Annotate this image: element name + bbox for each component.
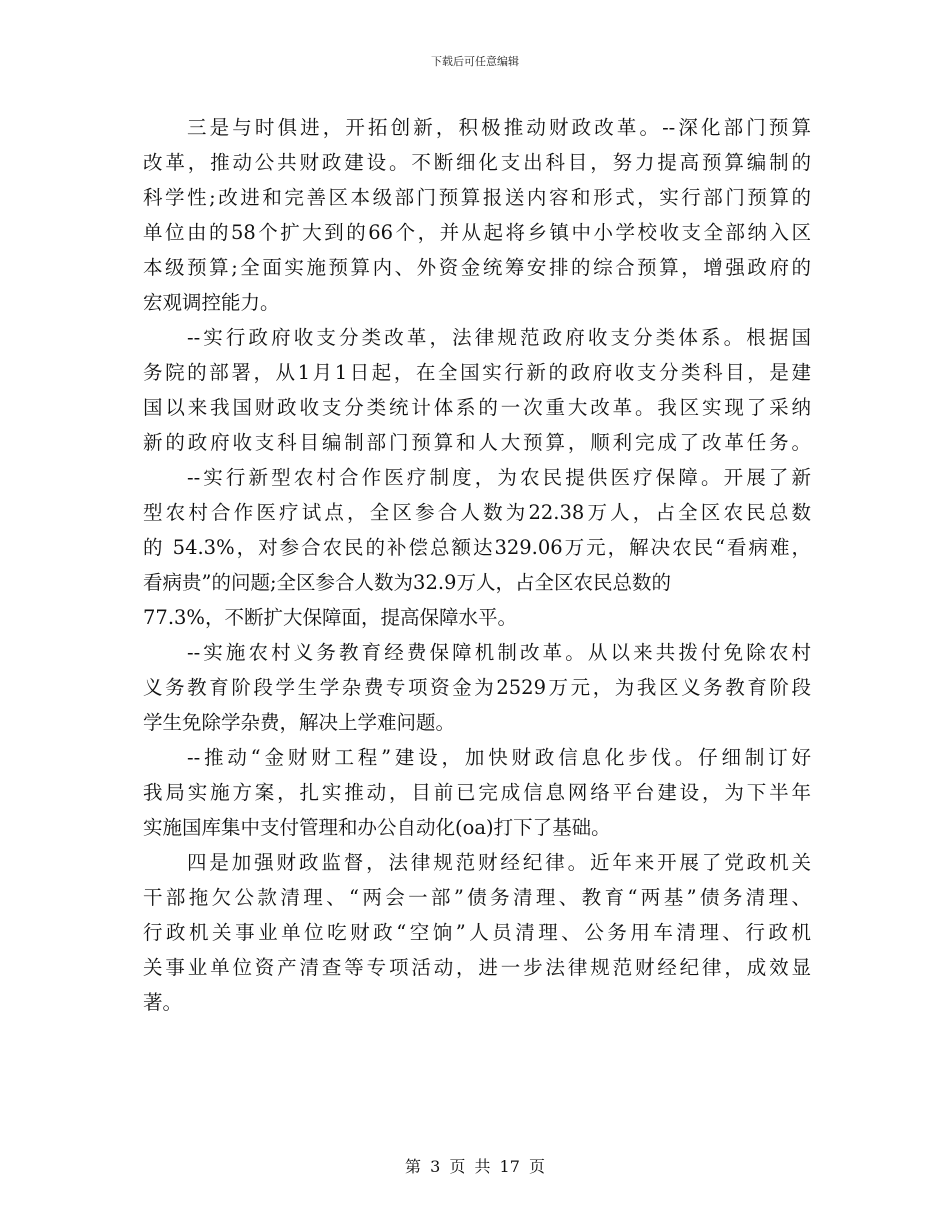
text-line: 三是与时俱进，开拓创新，积极推动财政改革。--深化部门预算 [187,116,811,139]
text-line: 四是加强财政监督，法律规范财经纪律。近年来开展了党政机关 [187,851,811,874]
text-line: --推动“金财财工程”建设，加快财政信息化步伐。仔细制订好 [187,746,811,769]
text-line: 国以来我国财政收支分类统计体系的一次重大改革。我区实现了采纳 [143,396,811,419]
text-line: 干部拖欠公款清理、“两会一部”债务清理、教育“两基”债务清理、 [143,886,811,909]
page-footer [0,1154,950,1177]
text-line: 义务教育阶段学生学杂费专项资金为2529万元，为我区义务教育阶段 [143,676,811,699]
text-line: --实行政府收支分类改革，法律规范政府收支分类体系。根据国 [187,326,811,349]
page-header [0,53,950,69]
text-line: 关事业单位资产清查等专项活动，进一步法律规范财经纪律，成效显 [143,956,811,979]
text-line: 的 54.3%，对参合农民的补偿总额达329.06万元，解决农民“看病难， [143,536,811,559]
text-line: 务院的部署，从1月1日起，在全国实行新的政府收支分类科目，是建 [143,361,811,384]
page-number: 第 3 页 共 17 页 [405,1157,545,1176]
text-line: 行政机关事业单位吃财政“空饷”人员清理、公务用车清理、行政机 [143,921,811,944]
text-line: 型农村合作医疗试点，全区参合人数为22.38万人，占全区农民总数 [143,501,811,524]
document-body [143,110,811,1020]
text-line: 著。 [143,991,183,1014]
text-line: 单位由的58个扩大到的66个，并从起将乡镇中小学校收支全部纳入区 [143,221,811,244]
text-line: 本级预算;全面实施预算内、外资金统筹安排的综合预算，增强政府的 [143,256,811,279]
text-line: 新的政府收支科目编制部门预算和人大预算，顺利完成了改革任务。 [143,431,811,454]
text-line: 77.3%，不断扩大保障面，提高保障水平。 [143,606,517,629]
header-note: 下载后可任意编辑 [431,55,519,68]
text-line: 改革，推动公共财政建设。不断细化支出科目，努力提高预算编制的 [143,151,811,174]
text-line: 科学性;改进和完善区本级部门预算报送内容和形式，实行部门预算的 [143,186,811,209]
text-line: 宏观调控能力。 [143,291,280,314]
text-line: 实施国库集中支付管理和办公自动化(oa)打下了基础。 [143,816,611,839]
text-line: --实施农村义务教育经费保障机制改革。从以来共拨付免除农村 [187,641,811,664]
text-line: 学生免除学杂费，解决上学难问题。 [143,711,456,734]
text-line: --实行新型农村合作医疗制度，为农民提供医疗保障。开展了新 [187,466,811,489]
text-line: 我局实施方案，扎实推动，目前已完成信息网络平台建设，为下半年 [143,781,811,804]
text-line: 看病贵”的问题;全区参合人数为32.9万人，占全区农民总数的 [143,571,671,594]
